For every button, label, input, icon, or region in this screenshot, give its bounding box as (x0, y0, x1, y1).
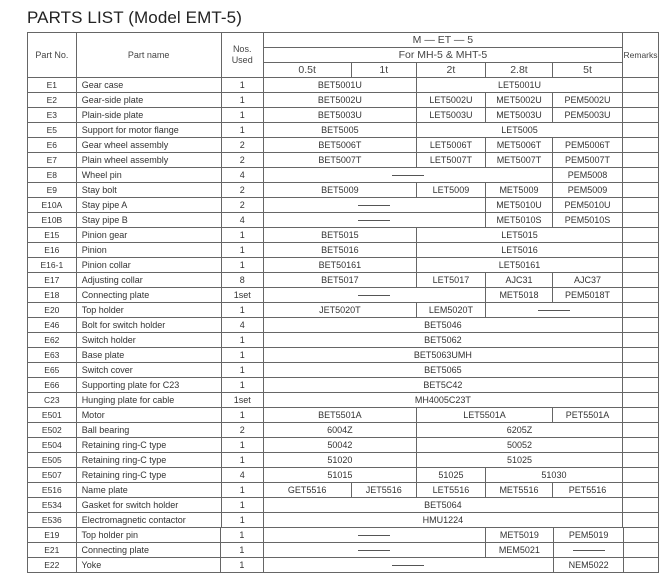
nos-used: 1 (221, 438, 263, 453)
part-code: 50052 (417, 438, 623, 453)
part-code: LET5005 (417, 123, 623, 138)
nos-used: 1 (221, 78, 263, 93)
part-no: E9 (28, 183, 77, 198)
part-code: BET5C42 (263, 378, 622, 393)
part-code: PET5516 (553, 483, 623, 498)
table-row (28, 213, 659, 228)
part-code: LEM5020T (417, 303, 486, 318)
part-code: BET5005 (263, 123, 416, 138)
table-row (28, 138, 659, 153)
table-row (28, 303, 659, 318)
nos-used: 2 (221, 198, 263, 213)
nos-used: 1 (221, 108, 263, 123)
part-no: E502 (28, 423, 77, 438)
part-code: MET5516 (485, 483, 552, 498)
nos-used: 4 (221, 318, 263, 333)
table-row (28, 453, 659, 468)
table-row (28, 543, 659, 558)
remarks-cell (623, 408, 659, 423)
remarks-cell (623, 183, 659, 198)
part-code: 51020 (263, 453, 416, 468)
part-no: E17 (28, 273, 77, 288)
table-row (28, 228, 659, 243)
remarks-cell (623, 318, 659, 333)
part-name: Ball bearing (76, 423, 221, 438)
part-name: Gear wheel assembly (76, 138, 221, 153)
part-code: BET5046 (263, 318, 622, 333)
table-row (28, 363, 659, 378)
part-code: BET5017 (263, 273, 416, 288)
table-row (28, 438, 659, 453)
part-code: NEM5022 (553, 558, 624, 573)
nos-used: 1 (221, 543, 263, 558)
header-model: M — ET — 5 (263, 33, 622, 48)
part-name: Gear-side plate (76, 93, 221, 108)
part-code: MET5007T (485, 153, 552, 168)
part-code: AJC37 (553, 273, 623, 288)
remarks-cell (623, 453, 659, 468)
part-code: 6205Z (417, 423, 623, 438)
remarks-cell (623, 483, 659, 498)
part-name: Adjusting collar (76, 273, 221, 288)
remarks-cell (623, 258, 659, 273)
part-no: E18 (28, 288, 77, 303)
nos-used: 2 (221, 183, 263, 198)
table-row (28, 498, 659, 513)
part-code: BET5016 (263, 243, 416, 258)
part-no: E5 (28, 123, 77, 138)
not-applicable-dash (485, 303, 622, 318)
part-code: MET5010U (485, 198, 552, 213)
not-applicable-dash (263, 558, 553, 573)
header-size-5t: 5t (553, 63, 623, 78)
table-row (28, 318, 659, 333)
dash-mark (573, 550, 605, 551)
header-size-0.5t: 0.5t (263, 63, 351, 78)
part-code: GET5516 (263, 483, 351, 498)
table-row (28, 378, 659, 393)
part-name: Retaining ring-C type (76, 453, 221, 468)
part-code: LET5501A (417, 408, 553, 423)
part-name: Yoke (76, 558, 221, 573)
remarks-cell (623, 393, 659, 408)
part-code: LET5003U (417, 108, 486, 123)
part-no: E15 (28, 228, 77, 243)
part-code: MET5010S (485, 213, 552, 228)
part-no: E8 (28, 168, 77, 183)
part-code: MET5009 (485, 183, 552, 198)
part-code: LET50161 (417, 258, 623, 273)
nos-used: 1 (221, 123, 263, 138)
dash-mark (538, 310, 570, 311)
part-name: Stay pipe B (76, 213, 221, 228)
part-code: MET5019 (485, 528, 553, 543)
remarks-cell (623, 498, 659, 513)
part-code: PEM5010S (553, 213, 623, 228)
part-code: LET5015 (417, 228, 623, 243)
part-name: Plain wheel assembly (76, 153, 221, 168)
remarks-cell (624, 558, 659, 573)
table-row (28, 408, 659, 423)
part-code: LET5017 (417, 273, 486, 288)
remarks-cell (623, 423, 659, 438)
part-name: Electromagnetic contactor (76, 513, 221, 528)
table-row (28, 258, 659, 273)
part-name: Supporting plate for C23 (76, 378, 221, 393)
table-row (28, 423, 659, 438)
part-name: Gear case (76, 78, 221, 93)
part-no: E16-1 (28, 258, 77, 273)
part-name: Switch cover (76, 363, 221, 378)
nos-used: 1 (221, 498, 263, 513)
part-name: Gasket for switch holder (76, 498, 221, 513)
table-row (28, 393, 659, 408)
part-code: PEM5002U (553, 93, 623, 108)
part-code: PET5501A (553, 408, 623, 423)
remarks-cell (623, 153, 659, 168)
not-applicable-dash (263, 543, 485, 558)
part-code: BET5064 (263, 498, 622, 513)
part-code: LET5001U (417, 78, 623, 93)
nos-used: 1 (221, 93, 263, 108)
part-code: PEM5008 (553, 168, 623, 183)
part-no: E534 (28, 498, 77, 513)
remarks-cell (623, 513, 659, 528)
remarks-cell (623, 78, 659, 93)
dash-mark (358, 535, 390, 536)
table-row (28, 108, 659, 123)
part-code: LET5006T (417, 138, 486, 153)
nos-used: 1set (221, 288, 263, 303)
nos-used: 1set (221, 393, 263, 408)
nos-used: 1 (221, 528, 263, 543)
page-title: PARTS LIST (Model EMT-5) (27, 8, 242, 27)
table-row (28, 348, 659, 363)
part-no: E20 (28, 303, 77, 318)
part-code: LET5009 (417, 183, 486, 198)
nos-used: 1 (221, 258, 263, 273)
table-row (28, 123, 659, 138)
part-no: E505 (28, 453, 77, 468)
table-row (28, 198, 659, 213)
part-no: E7 (28, 153, 77, 168)
part-name: Hunging plate for cable (76, 393, 221, 408)
parts-table (27, 32, 659, 528)
remarks-cell (623, 273, 659, 288)
table-row (28, 243, 659, 258)
part-code: MET5006T (485, 138, 552, 153)
part-no: E504 (28, 438, 77, 453)
part-name: Name plate (76, 483, 221, 498)
part-code: HMU1224 (263, 513, 622, 528)
part-code: LET5002U (417, 93, 486, 108)
extra-parts-table (27, 527, 659, 573)
remarks-cell (623, 378, 659, 393)
part-name: Connecting plate (76, 288, 221, 303)
part-name: Pinion gear (76, 228, 221, 243)
nos-used: 1 (221, 378, 263, 393)
part-code: BET5065 (263, 363, 622, 378)
not-applicable-dash (263, 528, 485, 543)
part-code: MH4005C23T (263, 393, 622, 408)
part-code: BET5003U (263, 108, 416, 123)
nos-used: 4 (221, 468, 263, 483)
dash-mark (358, 205, 390, 206)
remarks-cell (623, 198, 659, 213)
remarks-cell (623, 348, 659, 363)
table-row (28, 288, 659, 303)
part-code: LET5007T (417, 153, 486, 168)
part-code: 6004Z (263, 423, 416, 438)
part-code: BET50161 (263, 258, 416, 273)
part-no: E63 (28, 348, 77, 363)
not-applicable-dash (263, 288, 485, 303)
part-name: Plain-side plate (76, 108, 221, 123)
part-no: E66 (28, 378, 77, 393)
part-name: Motor (76, 408, 221, 423)
part-code: BET5009 (263, 183, 416, 198)
part-code: JET5020T (263, 303, 416, 318)
part-code: BET5002U (263, 93, 416, 108)
remarks-cell (623, 243, 659, 258)
part-code: BET5001U (263, 78, 416, 93)
nos-used: 1 (221, 303, 263, 318)
part-code: PEM5010U (553, 198, 623, 213)
nos-used: 8 (221, 273, 263, 288)
part-code: MET5003U (485, 108, 552, 123)
dash-mark (358, 295, 390, 296)
nos-used: 1 (221, 333, 263, 348)
part-no: E22 (28, 558, 77, 573)
part-name: Support for motor flange (76, 123, 221, 138)
remarks-cell (624, 528, 659, 543)
part-no: E10B (28, 213, 77, 228)
header-part-name: Part name (76, 33, 221, 78)
part-code: BET5015 (263, 228, 416, 243)
part-no: E65 (28, 363, 77, 378)
part-no: E10A (28, 198, 77, 213)
header-size-2.8t: 2.8t (485, 63, 552, 78)
part-no: E19 (28, 528, 77, 543)
remarks-cell (623, 303, 659, 318)
part-name: Switch holder (76, 333, 221, 348)
dash-mark (392, 565, 424, 566)
remarks-cell (623, 438, 659, 453)
not-applicable-dash (553, 543, 624, 558)
header-size-2t: 2t (417, 63, 486, 78)
nos-used: 1 (221, 408, 263, 423)
nos-used: 1 (221, 513, 263, 528)
part-name: Connecting plate (76, 543, 221, 558)
part-code: 51025 (417, 468, 486, 483)
part-code: 50042 (263, 438, 416, 453)
part-no: E21 (28, 543, 77, 558)
nos-used: 2 (221, 138, 263, 153)
part-code: BET5063UMH (263, 348, 622, 363)
remarks-cell (623, 468, 659, 483)
remarks-cell (624, 543, 659, 558)
part-no: E507 (28, 468, 77, 483)
part-no: E16 (28, 243, 77, 258)
nos-used: 2 (221, 423, 263, 438)
part-name: Top holder pin (76, 528, 221, 543)
table-row (28, 483, 659, 498)
nos-used: 1 (221, 243, 263, 258)
table-row (28, 468, 659, 483)
nos-used: 4 (221, 168, 263, 183)
nos-used: 1 (221, 483, 263, 498)
header-for: For MH-5 & MHT-5 (263, 48, 622, 63)
header-part-no: Part No. (28, 33, 77, 78)
part-code: BET5062 (263, 333, 622, 348)
part-name: Base plate (76, 348, 221, 363)
part-name: Bolt for switch holder (76, 318, 221, 333)
part-code: LET5516 (417, 483, 486, 498)
table-row (28, 93, 659, 108)
dash-mark (358, 220, 390, 221)
part-no: E501 (28, 408, 77, 423)
remarks-cell (623, 108, 659, 123)
part-code: MET5018 (485, 288, 552, 303)
not-applicable-dash (263, 198, 485, 213)
dash-mark (392, 175, 424, 176)
part-no: E2 (28, 93, 77, 108)
table-row (28, 528, 659, 543)
remarks-cell (623, 213, 659, 228)
remarks-cell (623, 288, 659, 303)
dash-mark (358, 550, 390, 551)
table-row (28, 78, 659, 93)
part-no: C23 (28, 393, 77, 408)
not-applicable-dash (263, 213, 485, 228)
nos-used: 1 (221, 453, 263, 468)
part-name: Stay bolt (76, 183, 221, 198)
part-code: 51015 (263, 468, 416, 483)
nos-used: 1 (221, 558, 263, 573)
part-name: Stay pipe A (76, 198, 221, 213)
header-size-1t: 1t (351, 63, 416, 78)
part-code: PEM5006T (553, 138, 623, 153)
table-row (28, 333, 659, 348)
remarks-cell (623, 333, 659, 348)
table-row (28, 168, 659, 183)
remarks-cell (623, 138, 659, 153)
table-row (28, 513, 659, 528)
part-code: BET5501A (263, 408, 416, 423)
remarks-cell (623, 93, 659, 108)
part-code: 51025 (417, 453, 623, 468)
remarks-cell (623, 228, 659, 243)
nos-used: 4 (221, 213, 263, 228)
part-code: BET5006T (263, 138, 416, 153)
part-no: E6 (28, 138, 77, 153)
header-nos-used: Nos. Used (221, 33, 263, 78)
part-code: MET5002U (485, 93, 552, 108)
part-code: LET5016 (417, 243, 623, 258)
part-code: JET5516 (351, 483, 416, 498)
part-name: Retaining ring-C type (76, 468, 221, 483)
part-code: PEM5009 (553, 183, 623, 198)
remarks-cell (623, 168, 659, 183)
nos-used: 1 (221, 348, 263, 363)
part-code: PEM5007T (553, 153, 623, 168)
nos-used: 2 (221, 153, 263, 168)
part-code: AJC31 (485, 273, 552, 288)
remarks-cell (623, 123, 659, 138)
part-no: E536 (28, 513, 77, 528)
part-no: E1 (28, 78, 77, 93)
part-code: MEM5021 (485, 543, 553, 558)
part-no: E516 (28, 483, 77, 498)
table-row (28, 153, 659, 168)
table-row (28, 273, 659, 288)
table-row (28, 558, 659, 573)
not-applicable-dash (263, 168, 552, 183)
table-row (28, 183, 659, 198)
part-no: E46 (28, 318, 77, 333)
part-code: PEM5018T (553, 288, 623, 303)
part-name: Top holder (76, 303, 221, 318)
nos-used: 1 (221, 228, 263, 243)
part-no: E62 (28, 333, 77, 348)
part-code: PEM5019 (553, 528, 624, 543)
part-code: PEM5003U (553, 108, 623, 123)
remarks-cell (623, 363, 659, 378)
part-name: Wheel pin (76, 168, 221, 183)
part-name: Pinion (76, 243, 221, 258)
part-name: Retaining ring-C type (76, 438, 221, 453)
header-remarks: Remarks (623, 33, 659, 78)
part-code: BET5007T (263, 153, 416, 168)
part-name: Pinion collar (76, 258, 221, 273)
part-no: E3 (28, 108, 77, 123)
nos-used: 1 (221, 363, 263, 378)
part-code: 51030 (485, 468, 622, 483)
